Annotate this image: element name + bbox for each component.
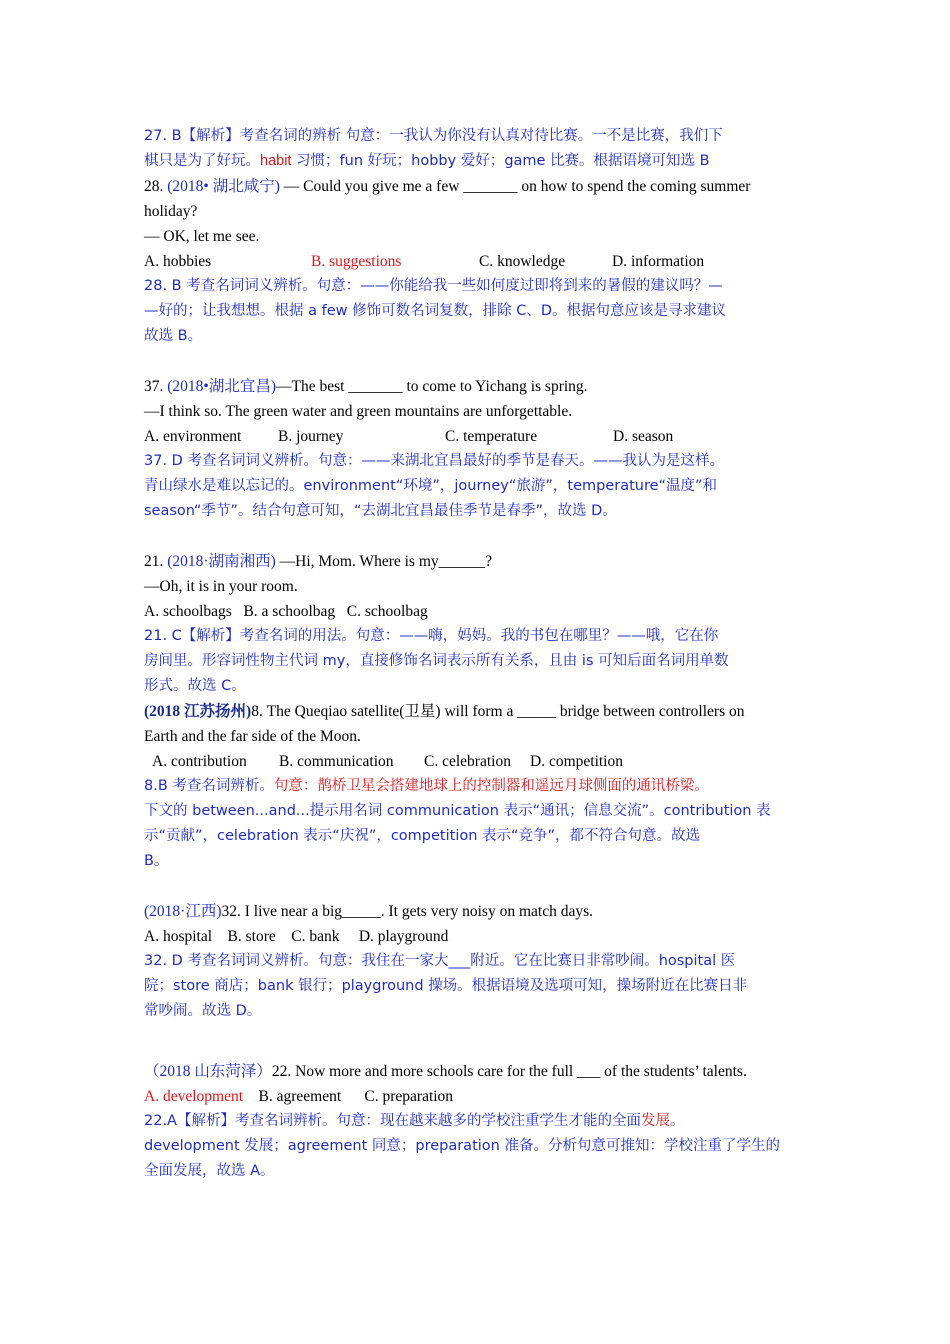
q22-explanation-line-3: 全面发展，故选 A。 xyxy=(144,1163,275,1179)
q22-explanation-line-2: development 发展；agreement 同意；preparation 准备。分析句意可推知：学校注重了学生的 xyxy=(144,1138,780,1154)
q8-stem-line-1: (2018 江苏扬州)8. The Queqiao satellite(卫星) will form a _____ bridge between controllers on xyxy=(144,703,745,720)
q21-stem: 21. (2018·湖南湘西) —Hi, Mom. Where is my______? xyxy=(144,553,493,570)
q21-reply: —Oh, it is in your room. xyxy=(144,578,298,595)
q37-stem: 37. (2018•湖北宜昌)—The best _______ to come to Yichang is spring. xyxy=(144,378,588,395)
q37-option-b: B. journey xyxy=(278,428,344,445)
q27-explanation-line-1: 27. B【解析】考查名词的辨析 句意：一我认为你没有认真对待比赛。一不是比赛，我们下 xyxy=(144,128,723,144)
q28-option-d: D. information xyxy=(612,253,705,270)
q28-option-b: B. suggestions xyxy=(311,253,402,270)
q22-source: （2018 山东菏泽） xyxy=(144,1063,272,1080)
q28-option-c: C. knowledge xyxy=(479,253,566,270)
q28-reply: — OK, let me see. xyxy=(144,228,260,245)
q21-explanation-line-3: 形式。故选 C。 xyxy=(144,678,246,694)
q21-source: (2018·湖南湘西) xyxy=(167,553,276,570)
q8-option-c: C. celebration xyxy=(424,753,511,770)
q22-explanation-line-1: 22.A【解析】考查名词辨析。句意：现在越来越多的学校注重学生才能的全面发展。 xyxy=(144,1113,685,1129)
q8-options xyxy=(144,749,816,774)
q27-explanation-line-2: 棋只是为了好玩。habit 习惯；fun 好玩；hobby 爱好；game 比赛。根据语境可知选 B xyxy=(144,153,710,169)
q32-source: (2018·江西) xyxy=(144,903,222,920)
q8-option-a: A. contribution xyxy=(152,753,247,770)
q28-source: (2018• 湖北咸宁) xyxy=(167,178,280,195)
q28-explanation-line-1: 28. B 考查名词词义辨析。句意：——你能给我一些如何度过即将到来的暑假的建议吗？— xyxy=(144,278,723,294)
q32-explanation-line-2: 院；store 商店；bank 银行；playground 操场。根据语境及选项可知，操场附近在比赛日非 xyxy=(144,978,748,994)
q37-explanation-line-3: season“季节”。结合句意可知，“去湖北宜昌最佳季节是春季”，故选 D。 xyxy=(144,503,617,519)
q32-explanation-line-1: 32. D 考查名词词义辨析。句意：我住在一家大___附近。它在比赛日非常吵闹。hospital 医 xyxy=(144,953,736,969)
q22-options: A. development B. agreement C. preparation xyxy=(144,1088,454,1105)
q8-option-b: B. communication xyxy=(279,753,394,770)
q22-stem: （2018 山东菏泽）22. Now more and more schools care for the full ___ of the students’ talents. xyxy=(144,1063,747,1080)
q8-stem-line-2: Earth and the far side of the Moon. xyxy=(144,728,361,745)
q28-explanation-line-3: 故选 B。 xyxy=(144,328,203,344)
q8-explanation-line-1: 8.B 考查名词辨析。句意：鹊桥卫星会搭建地球上的控制器和遥远月球侧面的通讯桥梁。 xyxy=(144,778,709,794)
document-page xyxy=(144,124,816,1184)
q28-explanation-line-2: —好的；让我想想。根据 a few 修饰可数名词复数，排除 C、D。根据句意应该是寻求建议 xyxy=(144,303,726,319)
q37-option-a: A. environment xyxy=(144,428,242,445)
q21-options: A. schoolbags B. a schoolbag C. schoolbag xyxy=(144,603,428,620)
q37-reply: —I think so. The green water and green mountains are unforgettable. xyxy=(144,403,573,420)
q28-option-a: A. hobbies xyxy=(144,253,212,270)
q8-source: (2018 江苏扬州) xyxy=(144,703,252,720)
q32-options: A. hospital B. store C. bank D. playground xyxy=(144,928,449,945)
q28-options xyxy=(144,249,816,274)
q37-options xyxy=(144,424,816,449)
q27-highlight-habit: habit xyxy=(260,153,292,169)
q32-explanation-line-3: 常吵闹。故选 D。 xyxy=(144,1003,262,1019)
q8-option-d: D. competition xyxy=(530,753,623,770)
q37-option-c: C. temperature xyxy=(445,428,538,445)
q22-option-a: A. development xyxy=(144,1088,244,1105)
q8-explanation-line-2: 下文的 between...and...提示用名词 communication 表示“通讯；信息交流”。contribution 表 xyxy=(144,803,771,819)
q37-source: (2018•湖北宜昌) xyxy=(167,378,277,395)
q32-stem: (2018·江西)32. I live near a big_____. It gets very noisy on match days. xyxy=(144,903,593,920)
q28-stem-line-1: 28. (2018• 湖北咸宁) — Could you give me a few _______ on how to spend the coming summer xyxy=(144,178,751,195)
q37-explanation-line-2: 青山绿水是难以忘记的。environment“环境”，journey“旅游”，temperature“温度”和 xyxy=(144,478,718,494)
q21-explanation-line-1: 21. C【解析】考查名词的用法。句意：——嗨，妈妈。我的书包在哪里？——哦，它在你 xyxy=(144,628,719,644)
q8-explanation-line-4: B。 xyxy=(144,853,169,869)
q28-stem-line-2: holiday? xyxy=(144,203,198,220)
q21-explanation-line-2: 房间里。形容词性物主代词 my，直接修饰名词表示所有关系，且由 is 可知后面名词用单数 xyxy=(144,653,729,669)
q37-option-d: D. season xyxy=(613,428,674,445)
q37-explanation-line-1: 37. D 考查名词词义辨析。句意：——来湖北宜昌最好的季节是春天。——我认为是这样。 xyxy=(144,453,724,469)
q8-explanation-line-3: 示“贡献”，celebration 表示“庆祝”，competition 表示“竞争”，都不符合句意。故选 xyxy=(144,828,701,844)
